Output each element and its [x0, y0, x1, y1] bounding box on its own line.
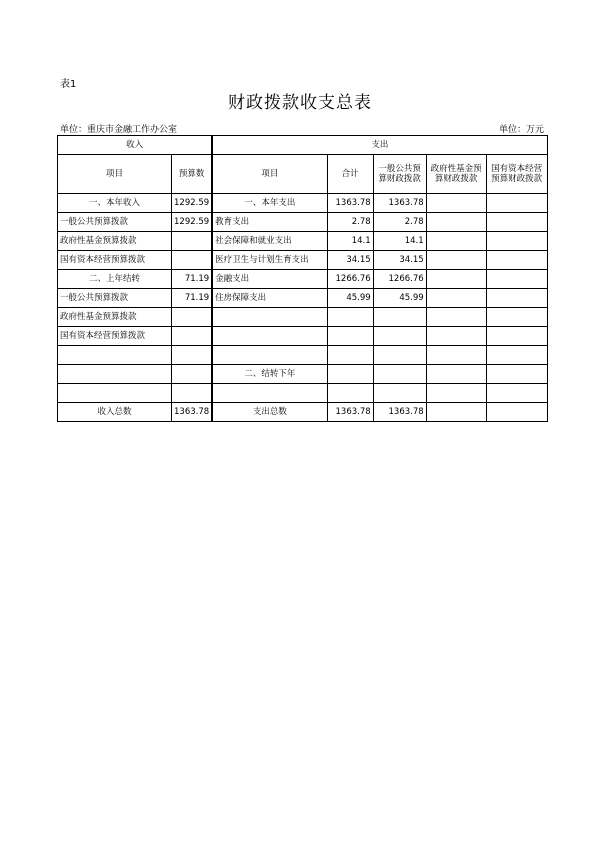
income-item-cell: 政府性基金预算拨款 — [58, 232, 172, 251]
state-capital-cell — [486, 213, 547, 232]
income-budget-cell — [172, 346, 213, 365]
expense-item-cell: 二、结转下年 — [212, 365, 327, 384]
general-budget-cell: 1363.78 — [373, 403, 426, 422]
expense-item-cell: 金融支出 — [212, 270, 327, 289]
col-general-budget: 一般公共预算财政拨款 — [373, 155, 426, 194]
col-gov-fund: 政府性基金预算财政拨款 — [426, 155, 486, 194]
state-capital-cell — [486, 232, 547, 251]
general-budget-cell — [373, 365, 426, 384]
gov-fund-cell — [426, 213, 486, 232]
total-cell: 34.15 — [327, 251, 373, 270]
table-row — [58, 270, 548, 289]
gov-fund-cell — [426, 251, 486, 270]
state-capital-cell — [486, 346, 547, 365]
unit-currency: 单位：万元 — [498, 125, 544, 135]
general-budget-cell — [373, 346, 426, 365]
table-row — [58, 403, 548, 422]
table-label: 表1 — [60, 79, 77, 90]
state-capital-cell — [486, 251, 547, 270]
expense-item-cell: 社会保障和就业支出 — [212, 232, 327, 251]
gov-fund-cell — [426, 365, 486, 384]
income-budget-cell — [172, 232, 213, 251]
state-capital-cell — [486, 289, 547, 308]
general-budget-cell: 2.78 — [373, 213, 426, 232]
gov-fund-cell — [426, 232, 486, 251]
table-row — [58, 251, 548, 270]
gov-fund-cell — [426, 346, 486, 365]
table-row — [58, 384, 548, 403]
income-item-cell: 一般公共预算拨款 — [58, 213, 172, 232]
expense-item-cell: 一、本年支出 — [212, 194, 327, 213]
state-capital-cell — [486, 270, 547, 289]
expense-item-cell: 支出总数 — [212, 403, 327, 422]
expense-item-cell: 教育支出 — [212, 213, 327, 232]
gov-fund-cell — [426, 384, 486, 403]
general-budget-cell: 45.99 — [373, 289, 426, 308]
income-item-cell — [58, 384, 172, 403]
total-cell: 45.99 — [327, 289, 373, 308]
total-cell — [327, 327, 373, 346]
total-cell — [327, 384, 373, 403]
income-budget-cell: 71.19 — [172, 270, 213, 289]
general-budget-cell: 1266.76 — [373, 270, 426, 289]
state-capital-cell — [486, 194, 547, 213]
expense-item-cell — [212, 327, 327, 346]
general-budget-cell — [373, 384, 426, 403]
total-cell: 1363.78 — [327, 403, 373, 422]
col-income-item: 项目 — [58, 155, 172, 194]
state-capital-cell — [486, 327, 547, 346]
total-cell — [327, 308, 373, 327]
general-budget-cell: 34.15 — [373, 251, 426, 270]
gov-fund-cell — [426, 289, 486, 308]
income-budget-cell: 71.19 — [172, 289, 213, 308]
state-capital-cell — [486, 384, 547, 403]
income-item-cell: 二、上年结转 — [58, 270, 172, 289]
total-cell: 1266.76 — [327, 270, 373, 289]
state-capital-cell — [486, 308, 547, 327]
expense-item-cell: 医疗卫生与计划生育支出 — [212, 251, 327, 270]
state-capital-cell — [486, 403, 547, 422]
expense-item-cell — [212, 384, 327, 403]
state-capital-cell — [486, 365, 547, 384]
income-item-cell: 一、本年收入 — [58, 194, 172, 213]
income-item-cell: 国有资本经营预算拨款 — [58, 251, 172, 270]
gov-fund-cell — [426, 403, 486, 422]
column-header-row — [58, 155, 548, 194]
income-budget-cell: 1292.59 — [172, 213, 213, 232]
col-expense-item: 项目 — [212, 155, 327, 194]
budget-summary-table — [57, 135, 548, 422]
income-item-cell: 收入总数 — [58, 403, 172, 422]
col-total: 合计 — [327, 155, 373, 194]
section-header-row — [58, 136, 548, 155]
income-item-cell: 一般公共预算拨款 — [58, 289, 172, 308]
income-budget-cell — [172, 384, 213, 403]
col-state-capital: 国有资本经营预算财政拨款 — [486, 155, 547, 194]
general-budget-cell: 14.1 — [373, 232, 426, 251]
total-cell: 14.1 — [327, 232, 373, 251]
total-cell: 1363.78 — [327, 194, 373, 213]
col-income-budget: 预算数 — [172, 155, 213, 194]
income-item-cell — [58, 346, 172, 365]
table-row — [58, 194, 548, 213]
gov-fund-cell — [426, 308, 486, 327]
income-budget-cell: 1292.59 — [172, 194, 213, 213]
gov-fund-cell — [426, 327, 486, 346]
section-income: 收入 — [58, 136, 213, 155]
income-item-cell: 政府性基金预算拨款 — [58, 308, 172, 327]
unit-organization: 单位：重庆市金融工作办公室 — [60, 125, 178, 135]
income-budget-cell — [172, 308, 213, 327]
total-cell: 2.78 — [327, 213, 373, 232]
table-row — [58, 232, 548, 251]
table-row — [58, 213, 548, 232]
page-title: 财政拨款收支总表 — [228, 93, 372, 113]
general-budget-cell — [373, 327, 426, 346]
expense-item-cell — [212, 346, 327, 365]
section-expense: 支出 — [212, 136, 547, 155]
table-row — [58, 327, 548, 346]
expense-item-cell: 住房保障支出 — [212, 289, 327, 308]
table-row — [58, 289, 548, 308]
income-budget-cell — [172, 365, 213, 384]
income-budget-cell: 1363.78 — [172, 403, 213, 422]
income-item-cell — [58, 365, 172, 384]
gov-fund-cell — [426, 270, 486, 289]
expense-item-cell — [212, 308, 327, 327]
total-cell — [327, 365, 373, 384]
total-cell — [327, 346, 373, 365]
table-row — [58, 308, 548, 327]
income-budget-cell — [172, 251, 213, 270]
gov-fund-cell — [426, 194, 486, 213]
income-budget-cell — [172, 327, 213, 346]
general-budget-cell: 1363.78 — [373, 194, 426, 213]
table-row — [58, 365, 548, 384]
table-row — [58, 346, 548, 365]
general-budget-cell — [373, 308, 426, 327]
income-item-cell: 国有资本经营预算拨款 — [58, 327, 172, 346]
